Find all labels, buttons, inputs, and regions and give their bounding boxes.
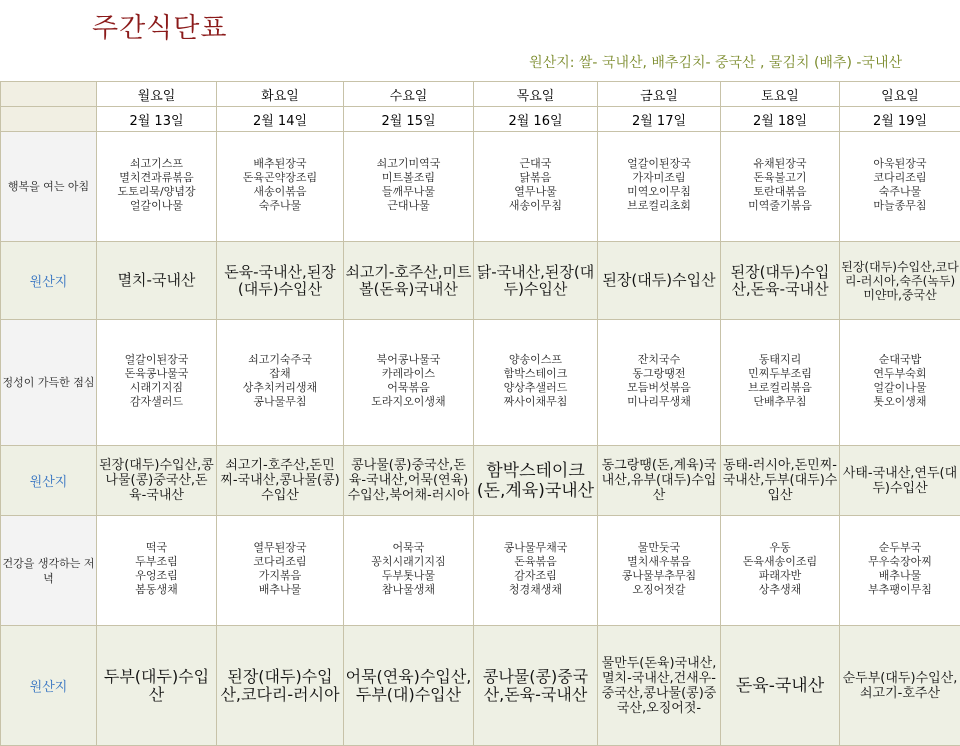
menu-item: 민찌두부조림	[721, 367, 839, 381]
date-cell: 2월 19일	[840, 107, 960, 132]
menu-cell	[474, 132, 598, 242]
menu-item: 잔치국수	[598, 353, 720, 367]
origin-row-breakfast	[1, 242, 960, 320]
menu-items	[97, 154, 216, 219]
menu-item: 어묵국	[344, 541, 473, 555]
origin-cell	[721, 242, 840, 320]
menu-item: 카레라이스	[344, 367, 473, 381]
day-header: 월요일	[97, 82, 217, 107]
origin-cell	[474, 242, 598, 320]
menu-item: 얼갈이된장국	[97, 353, 216, 367]
origin-text: 동그랑땡(돈,계육)국내산,유부(대두)수입산	[598, 458, 720, 503]
menu-item: 우동	[721, 541, 839, 555]
menu-table	[0, 81, 960, 746]
menu-item: 아욱된장국	[840, 157, 960, 171]
menu-item: 감자샐러드	[97, 395, 216, 409]
menu-item: 돈육새송이조림	[721, 555, 839, 569]
origin-cell	[598, 242, 721, 320]
date-cell: 2월 13일	[97, 107, 217, 132]
menu-items	[474, 154, 597, 219]
origin-cell	[217, 242, 344, 320]
menu-item: 배추나물	[217, 583, 343, 597]
menu-item: 시래기지짐	[97, 381, 216, 395]
menu-item: 파래자반	[721, 569, 839, 583]
menu-items	[721, 538, 839, 603]
menu-cell	[840, 320, 960, 446]
origin-text: 쇠고기-호주산,미트볼(돈육)국내산	[344, 264, 473, 298]
origin-text: 된장(대두)수입산,코다리-러시아,숙주(녹두)미얀마,중국산	[840, 260, 960, 302]
date-row	[1, 107, 960, 132]
origin-text: 콩나물(콩)중국산,돈육-국내산	[474, 668, 597, 704]
menu-item: 열무된장국	[217, 541, 343, 555]
menu-item: 미역줄기볶음	[721, 199, 839, 213]
date-cell: 2월 15일	[344, 107, 474, 132]
menu-item: 연두부숙회	[840, 367, 960, 381]
menu-item: 배추된장국	[217, 157, 343, 171]
menu-item: 멸치새우볶음	[598, 555, 720, 569]
menu-item: 새송이볶음	[217, 185, 343, 199]
day-header: 수요일	[344, 82, 474, 107]
menu-items	[721, 350, 839, 415]
origin-text: 멸치-국내산	[97, 272, 216, 289]
page-title: 주간식단표	[92, 6, 227, 45]
origin-note: 원산지: 쌀- 국내산, 배추김치- 중국산 , 물김치 (배추) -국내산	[529, 52, 902, 72]
menu-cell	[721, 516, 840, 626]
date-cell: 2월 16일	[474, 107, 598, 132]
origin-cell	[97, 446, 217, 516]
origin-text: 닭-국내산,된장(대두)수입산	[474, 264, 597, 298]
menu-item: 양송이스프	[474, 353, 597, 367]
menu-cell	[721, 320, 840, 446]
meal-label	[1, 132, 97, 242]
menu-item: 동그랑땡전	[598, 367, 720, 381]
menu-item: 미나리무생채	[598, 395, 720, 409]
menu-item: 마늘종무침	[840, 199, 960, 213]
meal-label	[1, 320, 97, 446]
origin-row-lunch	[1, 446, 960, 516]
menu-item: 오징어젓갈	[598, 583, 720, 597]
meal-label-text: 행복을 여는 아침	[8, 180, 89, 193]
date-cell: 2월 17일	[598, 107, 721, 132]
menu-item: 청경채생채	[474, 583, 597, 597]
menu-items	[598, 538, 720, 603]
menu-items	[598, 154, 720, 219]
day-header-row	[1, 82, 960, 107]
origin-label: 원산지	[1, 626, 97, 746]
menu-item: 콩나물무침	[217, 395, 343, 409]
origin-text: 순두부(대두)수입산,쇠고기-호주산	[840, 671, 960, 701]
menu-item: 미트볼조림	[344, 171, 473, 185]
menu-cell	[217, 516, 344, 626]
menu-cell	[840, 516, 960, 626]
menu-item: 돈육불고기	[721, 171, 839, 185]
date-cell: 2월 14일	[217, 107, 344, 132]
menu-item: 숙주나물	[217, 199, 343, 213]
menu-cell	[344, 132, 474, 242]
menu-cell	[97, 320, 217, 446]
menu-items	[97, 538, 216, 603]
menu-cell	[721, 132, 840, 242]
menu-item: 쇠고기숙주국	[217, 353, 343, 367]
menu-cell	[217, 320, 344, 446]
menu-item: 멸치견과류볶음	[97, 171, 216, 185]
menu-cell	[344, 320, 474, 446]
meal-row-breakfast	[1, 132, 960, 242]
menu-items	[217, 154, 343, 219]
menu-item: 두부톳나물	[344, 569, 473, 583]
menu-item: 가지볶음	[217, 569, 343, 583]
menu-item: 상추치커리생채	[217, 381, 343, 395]
origin-label: 원산지	[1, 242, 97, 320]
menu-cell	[474, 516, 598, 626]
menu-items	[474, 350, 597, 415]
menu-item: 부추팽이무침	[840, 583, 960, 597]
menu-item: 콩나물부추무침	[598, 569, 720, 583]
menu-item: 코다리조림	[217, 555, 343, 569]
menu-items	[217, 350, 343, 415]
menu-item: 가자미조림	[598, 171, 720, 185]
menu-item: 유채된장국	[721, 157, 839, 171]
menu-items	[721, 154, 839, 219]
menu-items	[840, 350, 960, 415]
menu-items	[344, 154, 473, 219]
menu-cell	[598, 320, 721, 446]
menu-cell	[217, 132, 344, 242]
origin-text: 두부(대두)수입산	[97, 668, 216, 704]
menu-cell	[598, 132, 721, 242]
menu-cell	[598, 516, 721, 626]
origin-text: 된장(대두)수입산	[598, 272, 720, 289]
menu-item: 쇠고기스프	[97, 157, 216, 171]
menu-item: 열무나물	[474, 185, 597, 199]
menu-item: 참나물생채	[344, 583, 473, 597]
menu-cell	[344, 516, 474, 626]
origin-text: 돈육-국내산,된장(대두)수입산	[217, 264, 343, 298]
menu-item: 물만둣국	[598, 541, 720, 555]
menu-item: 브로컬리초회	[598, 199, 720, 213]
origin-cell	[344, 242, 474, 320]
origin-cell	[217, 626, 344, 746]
day-header: 일요일	[840, 82, 960, 107]
origin-text: 된장(대두)수입산,코다리-러시아	[217, 668, 343, 704]
menu-item: 배추나물	[840, 569, 960, 583]
origin-text: 돈육-국내산	[721, 676, 839, 696]
menu-cell	[474, 320, 598, 446]
menu-item: 북어콩나물국	[344, 353, 473, 367]
origin-text: 함박스테이크(돈,계육)국내산	[474, 461, 597, 501]
origin-cell	[97, 626, 217, 746]
origin-text: 된장(대두)수입산,콩나물(콩)중국산,돈육-국내산	[97, 458, 216, 503]
origin-cell	[598, 626, 721, 746]
origin-row-dinner	[1, 626, 960, 746]
menu-item: 쇠고기미역국	[344, 157, 473, 171]
meal-row-lunch	[1, 320, 960, 446]
menu-cell	[840, 132, 960, 242]
origin-cell	[840, 626, 960, 746]
menu-item: 코다리조림	[840, 171, 960, 185]
menu-item: 상추생채	[721, 583, 839, 597]
day-header: 목요일	[474, 82, 598, 107]
menu-item: 양상추샐러드	[474, 381, 597, 395]
menu-cell	[97, 516, 217, 626]
day-header: 화요일	[217, 82, 344, 107]
origin-text: 된장(대두)수입산,돈육-국내산	[721, 264, 839, 298]
menu-item: 근대국	[474, 157, 597, 171]
menu-item: 도라지오이생채	[344, 395, 473, 409]
menu-item: 봄동생채	[97, 583, 216, 597]
menu-item: 돈육곤약장조림	[217, 171, 343, 185]
origin-text: 쇠고기-호주산,돈민찌-국내산,콩나물(콩)수입산	[217, 458, 343, 503]
meal-label	[1, 516, 97, 626]
menu-item: 톳오이생채	[840, 395, 960, 409]
meal-row-dinner	[1, 516, 960, 626]
menu-cell	[97, 132, 217, 242]
menu-item: 동태지리	[721, 353, 839, 367]
menu-item: 미역오이무침	[598, 185, 720, 199]
menu-item: 함박스테이크	[474, 367, 597, 381]
menu-item: 감자조림	[474, 569, 597, 583]
menu-items	[598, 350, 720, 415]
origin-cell	[721, 626, 840, 746]
day-header: 금요일	[598, 82, 721, 107]
origin-text: 동태-러시아,돈민찌-국내산,두부(대두)수입산	[721, 458, 839, 503]
menu-item: 떡국	[97, 541, 216, 555]
origin-cell	[474, 626, 598, 746]
menu-items	[344, 350, 473, 415]
origin-text: 어묵(연육)수입산,두부(대)수입산	[344, 668, 473, 704]
menu-item: 돈육콩나물국	[97, 367, 216, 381]
origin-text: 물만두(돈육)국내산,멸치-국내산,건새우-중국산,콩나물(콩)중국산,오징어젓-	[598, 656, 720, 716]
menu-item: 숙주나물	[840, 185, 960, 199]
menu-item: 새송이무침	[474, 199, 597, 213]
menu-items	[344, 538, 473, 603]
menu-item: 도토리묵/양념장	[97, 185, 216, 199]
menu-item: 무우숙장아찌	[840, 555, 960, 569]
menu-item: 순두부국	[840, 541, 960, 555]
menu-item: 돈육볶음	[474, 555, 597, 569]
menu-item: 브로컬리볶음	[721, 381, 839, 395]
origin-cell	[598, 446, 721, 516]
origin-cell	[344, 446, 474, 516]
menu-items	[840, 154, 960, 219]
menu-item: 두부조림	[97, 555, 216, 569]
menu-items	[840, 538, 960, 603]
menu-item: 닭볶음	[474, 171, 597, 185]
menu-item: 어묵볶음	[344, 381, 473, 395]
menu-item: 얼갈이나물	[840, 381, 960, 395]
header-corner	[1, 82, 97, 107]
date-corner	[1, 107, 97, 132]
origin-text: 콩나물(콩)중국산,돈육-국내산,어묵(연육)수입산,북어채-러시아	[344, 458, 473, 503]
origin-cell	[97, 242, 217, 320]
menu-item: 꽁치시래기지짐	[344, 555, 473, 569]
menu-item: 들깨무나물	[344, 185, 473, 199]
menu-item: 토란대볶음	[721, 185, 839, 199]
menu-item: 얼갈이된장국	[598, 157, 720, 171]
menu-item: 근대나물	[344, 199, 473, 213]
menu-item: 짜사이채무침	[474, 395, 597, 409]
menu-items	[97, 350, 216, 415]
menu-item: 순대국밥	[840, 353, 960, 367]
menu-item: 우엉조림	[97, 569, 216, 583]
menu-items	[474, 538, 597, 603]
origin-label: 원산지	[1, 446, 97, 516]
origin-cell	[721, 446, 840, 516]
menu-item: 잡채	[217, 367, 343, 381]
menu-items	[217, 538, 343, 603]
meal-label-text: 정성이 가득한 점심	[2, 376, 94, 389]
meal-label-text: 건강을 생각하는 저녁	[2, 557, 94, 585]
origin-text: 사태-국내산,연두(대두)수입산	[840, 466, 960, 496]
menu-item: 콩나물무채국	[474, 541, 597, 555]
day-header: 토요일	[721, 82, 840, 107]
origin-cell	[474, 446, 598, 516]
menu-item: 모듬버섯볶음	[598, 381, 720, 395]
date-cell: 2월 18일	[721, 107, 840, 132]
menu-item: 얼갈이나물	[97, 199, 216, 213]
origin-cell	[840, 446, 960, 516]
origin-cell	[344, 626, 474, 746]
origin-cell	[217, 446, 344, 516]
menu-item: 단배추무침	[721, 395, 839, 409]
origin-cell	[840, 242, 960, 320]
